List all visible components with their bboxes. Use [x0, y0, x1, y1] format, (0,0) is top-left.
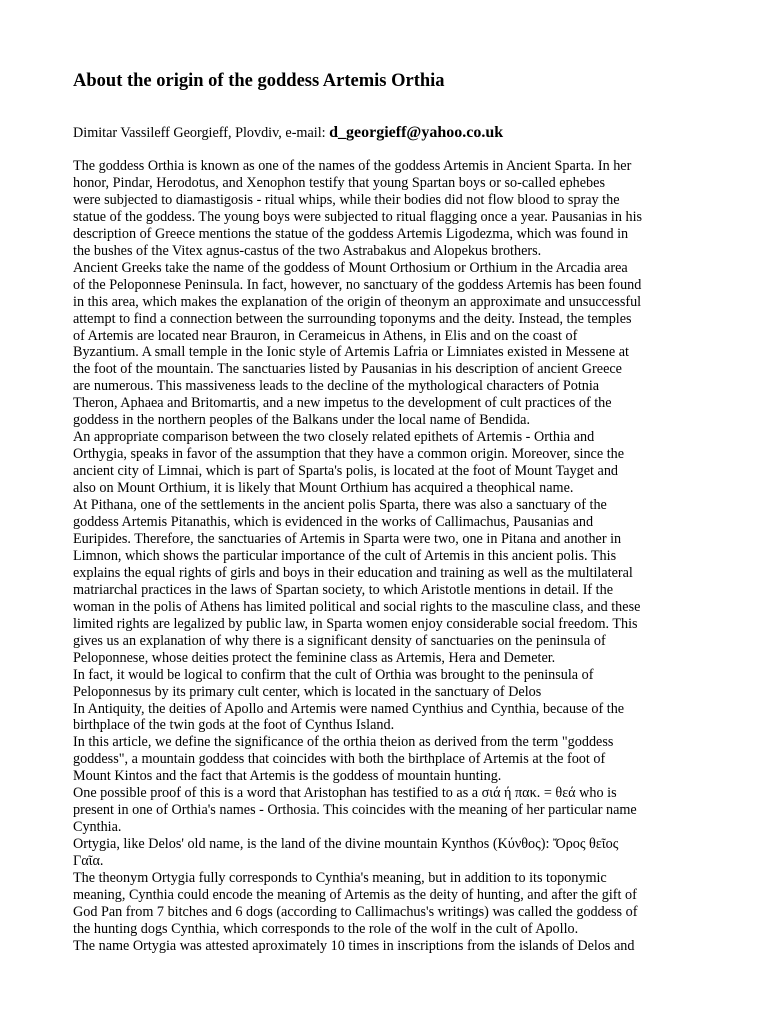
text-line: in this area, which makes the explanation of the origin of theonym an approximate and unsuccessful [73, 293, 642, 310]
text-line: Mount Kintos and the fact that Artemis is the goddess of mountain hunting. [73, 768, 502, 785]
text-line: The theonym Ortygia fully corresponds to Cynthia's meaning, but in addition to its toponymic [73, 870, 607, 887]
text-line: of Artemis are located near Brauron, in Cerameicus in Athens, in Elis and on the coast of [73, 327, 578, 344]
text-line: In fact, it would be logical to confirm that the cult of Orthia was brought to the peninsula of [73, 666, 594, 683]
text-line: description of Greece mentions the statue of the goddess Artemis Ligodezma, which was found in [73, 225, 629, 242]
text-line: birthplace of the twin gods at the foot of Cynthus Island. [73, 717, 395, 734]
text-line: Euripides. Therefore, the sanctuaries of Artemis in Sparta were two, one in Pitana and another in [73, 530, 622, 547]
text-line: present in one of Orthia's names - Orthosia. This coincides with the meaning of her particular name [73, 802, 637, 819]
text-line: limited rights are legalized by public law, in Sparta women enjoy considerable social freedom. This [73, 615, 638, 632]
text-line: At Pithana, one of the settlements in the ancient polis Sparta, there was also a sanctuary of the [73, 497, 607, 514]
author-line [73, 124, 695, 142]
text-line: ancient city of Limnai, which is part of Sparta's polis, is located at the foot of Mount Tayget and [73, 463, 619, 480]
text-line: Byzantium. A small temple in the Ionic style of Artemis Lafria or Limniates existed in Messene at [73, 344, 629, 361]
text-line: meaning, Cynthia could encode the meaning of Artemis as the deity of hunting, and after the gift of [73, 886, 637, 903]
document-page [73, 70, 695, 955]
text-line: An appropriate comparison between the two closely related epithets of Artemis - Orthia and [73, 429, 595, 446]
text-line: Peloponnesus by its primary cult center, which is located in the sanctuary of Delos [73, 683, 542, 700]
text-line: honor, Pindar, Herodotus, and Xenophon testify that young Spartan boys or so-called ephebes [73, 174, 605, 191]
text-line: goddess in the northern peoples of the Balkans under the local name of Bendida. [73, 412, 531, 429]
text-line: God Pan from 7 bitches and 6 dogs (according to Callimachus's writings) was called the goddess of [73, 903, 638, 920]
text-line: explains the equal rights of girls and boys in their education and training as well as the multilateral [73, 564, 633, 581]
text-line: In Antiquity, the deities of Apollo and Artemis were named Cynthius and Cynthia, because of the [73, 700, 625, 717]
text-line: Cynthia. [73, 819, 122, 836]
text-line: of the Peloponnese Peninsula. In fact, however, no sanctuary of the goddess Artemis has been found [73, 276, 642, 293]
text-line: Limnon, which shows the particular importance of the cult of Artemis in this ancient polis. This [73, 547, 617, 564]
text-line: The name Ortygia was attested aproximately 10 times in inscriptions from the islands of Delos and [73, 937, 635, 954]
author-name: Dimitar Vassileff Georgieff, Plovdiv, e-mail: [73, 125, 330, 141]
text-line: woman in the polis of Athens has limited political and social rights to the masculine class, and these [73, 598, 641, 615]
document-title: About the origin of the goddess Artemis Orthia [73, 71, 445, 91]
text-line: Ancient Greeks take the name of the goddess of Mount Orthosium or Orthium in the Arcadia area [73, 259, 628, 276]
text-line: Ortygia, like Delos' old name, is the land of the divine mountain Kynthos (Κύνθος): Ὄρος θεῖος [73, 836, 619, 853]
text-line: also on Mount Orthium, it is likely that Mount Orthium has acquired a theophical name. [73, 480, 574, 497]
text-line: Peloponnese, whose deities protect the feminine class as Artemis, Hera and Demeter. [73, 649, 556, 666]
text-line: goddess Artemis Pitanathis, which is evidenced in the works of Callimachus, Pausanias and [73, 514, 594, 531]
text-line: goddess", a mountain goddess that coincides with both the birthplace of Artemis at the foot of [73, 751, 606, 768]
text-line: One possible proof of this is a word that Aristophan has testified to as a σιά ή πακ. = θεά who is [73, 785, 617, 802]
text-line: In this article, we define the significance of the orthia theion as derived from the term "goddess [73, 734, 614, 751]
text-line: the hunting dogs Cynthia, which corresponds to the role of the wolf in the cult of Apollo. [73, 920, 579, 937]
text-line: the foot of the mountain. The sanctuaries listed by Pausanias in his description of ancient Greece [73, 361, 622, 378]
text-line: attempt to find a connection between the surrounding toponyms and the deity. Instead, the temples [73, 310, 632, 327]
text-line: Theron, Aphaea and Britomartis, and a new impetus to the development of cult practices of the [73, 395, 612, 412]
text-line: The goddess Orthia is known as one of the names of the goddess Artemis in Ancient Sparta. In her [73, 158, 632, 174]
text-line: the bushes of the Vitex agnus-castus of the two Astrabakus and Alopekus brothers. [73, 242, 542, 259]
text-line: Γαῖα. [73, 853, 104, 870]
text-line: gives us an explanation of why there is a significant density of sanctuaries on the peninsula of [73, 632, 606, 649]
text-line: Orthygia, speaks in favor of the assumption that they have a common origin. Moreover, since the [73, 446, 625, 463]
text-line: are numerous. This massiveness leads to the decline of the mythological characters of Potnia [73, 378, 600, 395]
article-body [73, 158, 695, 955]
text-line: were subjected to diamastigosis - ritual whips, while their bodies did not flow blood to spray the [73, 191, 620, 208]
text-line: statue of the goddess. The young boys were subjected to ritual flagging once a year. Pausanias in his [73, 208, 643, 225]
text-line: matriarchal practices in the laws of Spartan society, to which Aristotle mentions in detail. If the [73, 581, 614, 598]
author-email: d_georgieff@yahoo.co.uk [329, 124, 504, 141]
